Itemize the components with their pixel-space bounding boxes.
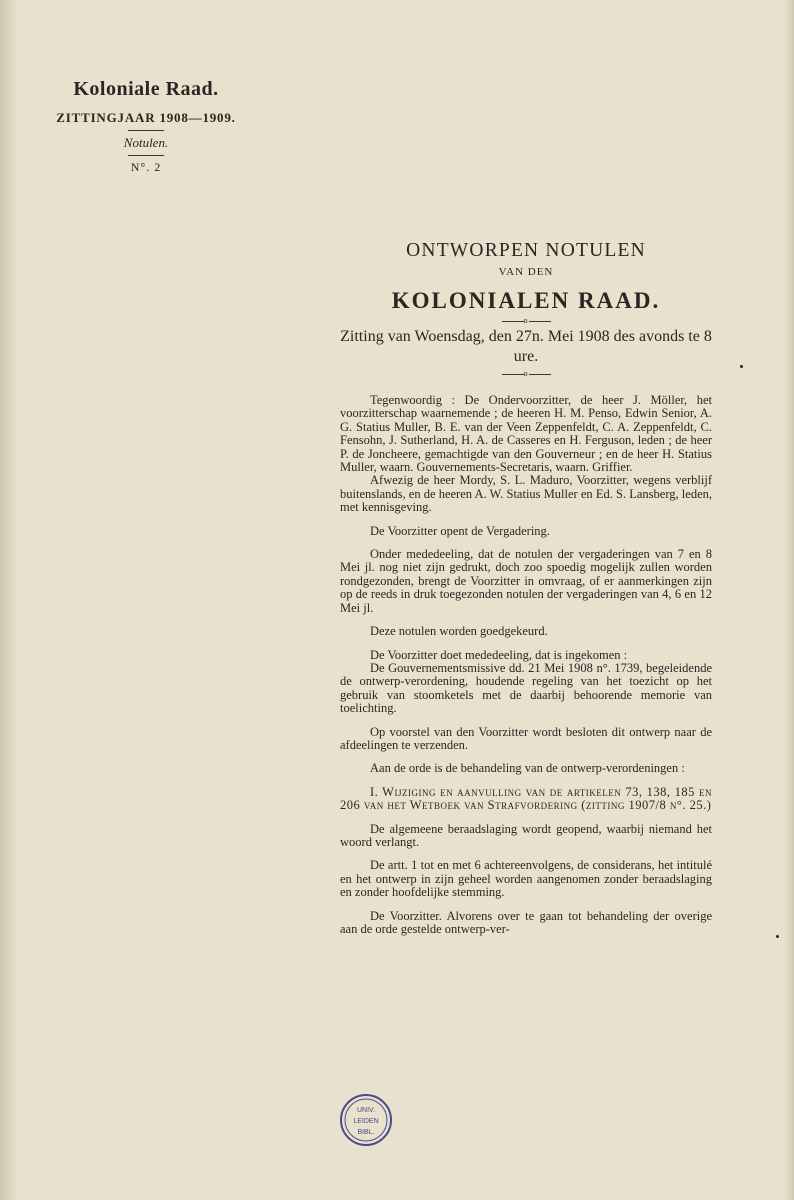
document-title: ONTWORPEN NOTULEN [406, 240, 646, 261]
paragraph-received: De Voorzitter doet mededeeling, dat is ingekomen : [370, 647, 628, 662]
stamp-line-1: UNIV. [356, 1107, 376, 1114]
paragraph-approved: Deze notulen worden goedgekeurd. [370, 624, 548, 639]
paragraph-agenda: Aan de orde is de behandeling van de ontwerp-verordeningen : [370, 761, 685, 776]
stamp-line-3: BIBL. [357, 1129, 375, 1136]
library-stamp [338, 1092, 394, 1148]
stamp-line-2: LEIDEN [353, 1118, 379, 1125]
paragraph-chairman: De Voorzitter. Alvorens over te gaan tot behandeling der overige aan de orde gestelde ontwerp-ver- [340, 908, 712, 936]
paragraph-deliberation: De algemeene beraadslaging wordt geopend, waarbij niemand het woord verlangt. [340, 821, 712, 849]
paragraph-articles: De artt. 1 tot en met 6 achtereenvolgens, de considerans, het intitulé en het ontwerp in zijn geheel worden aangenomen zonder beraadslaging en zonder hoofdelijke stemming. [340, 858, 712, 900]
separator-mark-2: o [523, 369, 529, 378]
session-line: Zitting van Woensdag, den 27n. Mei 1908 des avonds te 8 ure. [340, 328, 712, 365]
document-header [30, 78, 262, 175]
document-number: N°. 2 [130, 160, 162, 174]
minutes-body [340, 394, 712, 936]
header-rule [128, 130, 164, 131]
paragraph-proposal: Op voorstel van den Voorzitter wordt besloten dit ontwerp naar de afdeelingen te verzenden. [340, 724, 712, 752]
main-content [340, 240, 712, 946]
header-rule-2 [128, 155, 164, 156]
margin-dot-2 [776, 935, 779, 938]
paragraph-item-1: I. Wijziging en aanvulling van de artikelen 73, 138, 185 en 206 van het Wetboek van Strafvordering (zitting 1907/8 n°. 25.) [340, 784, 712, 813]
margin-dot [740, 365, 743, 368]
paragraph-absent: Afwezig de heer Mordy, S. L. Maduro, Voorzitter, wegens verblijf buitenslands, en de heeren A. W. Statius Muller en Ed. S. Lansberg, leden, met kennisgeving. [340, 473, 712, 515]
council-name: KOLONIALEN RAAD. [391, 288, 661, 313]
separator-mark: o [523, 316, 529, 325]
paragraph-opening: De Voorzitter opent de Vergadering. [370, 523, 550, 538]
separator [340, 316, 712, 325]
session-year: ZITTINGJAAR 1908—1909. [56, 110, 236, 125]
document-subtitle: VAN DEN [498, 266, 554, 278]
paragraph-attendance: Tegenwoordig : De Ondervoorzitter, de heer J. Möller, het voorzitterschap waarnemende ; de heeren H. M. Penso, Edwin Senior, A. G. Statius Muller, B. E. van der Veen Zeppenfeldt, C. A. Zeppenfeldt, C. Fensohn, J. Sutherland, H. A. de Casseres en H. Ferguson, leden ; de heer P. de Joncheere, gemachtigde van den Gouverneur ; en de heer H. Statius Muller, waarn. Gouvernements-Secretaris, waarn. Griffier. [340, 393, 712, 475]
header-title: Koloniale Raad. [73, 78, 219, 100]
series-label: Notulen. [123, 135, 169, 150]
paragraph-minutes-notice: Onder mededeeling, dat de notulen der vergaderingen van 7 en 8 Mei jl. nog niet zijn gedrukt, doch zoo spoedig mogelijk zullen worden rondgezonden, brengt de Voorzitter in omvraag, of er aanmerkingen zijn op de reeds in druk toegezonden notulen der vergaderingen van 4, 6 en 12 Mei jl. [340, 547, 712, 615]
separator-2 [340, 369, 712, 378]
paragraph-missive: De Gouvernementsmissive dd. 21 Mei 1908 n°. 1739, begeleidende de ontwerp-verordening, houdende regeling van het toezicht op het gebruik van stoomketels met de daarbij behoorende memorie van toelichting. [340, 660, 712, 716]
